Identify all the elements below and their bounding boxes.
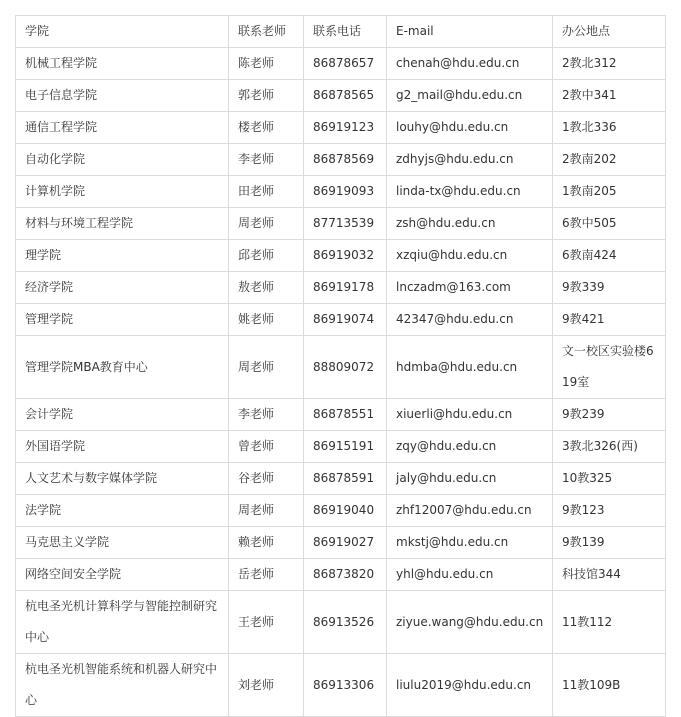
teacher-cell: 李老师 xyxy=(229,144,304,176)
phone-cell: 86919093 xyxy=(304,176,387,208)
table-row xyxy=(16,48,666,80)
header-office: 办公地点 xyxy=(553,16,666,48)
college-cell: 会计学院 xyxy=(16,399,229,431)
teacher-cell: 田老师 xyxy=(229,176,304,208)
header-contact-teacher: 联系老师 xyxy=(229,16,304,48)
college-cell: 机械工程学院 xyxy=(16,48,229,80)
table-row xyxy=(16,144,666,176)
table-row xyxy=(16,336,666,399)
email-cell[interactable]: zhf12007@hdu.edu.cn xyxy=(387,495,553,527)
teacher-cell: 赖老师 xyxy=(229,527,304,559)
college-cell: 计算机学院 xyxy=(16,176,229,208)
header-phone: 联系电话 xyxy=(304,16,387,48)
email-cell[interactable]: mkstj@hdu.edu.cn xyxy=(387,527,553,559)
college-cell: 自动化学院 xyxy=(16,144,229,176)
office-cell: 11教109B xyxy=(553,654,666,717)
college-cell: 管理学院MBA教育中心 xyxy=(16,336,229,399)
office-cell: 9教123 xyxy=(553,495,666,527)
table-header-row xyxy=(16,16,666,48)
phone-cell: 86878569 xyxy=(304,144,387,176)
teacher-cell: 周老师 xyxy=(229,208,304,240)
teacher-cell: 李老师 xyxy=(229,399,304,431)
email-cell[interactable]: xiuerli@hdu.edu.cn xyxy=(387,399,553,431)
teacher-cell: 刘老师 xyxy=(229,654,304,717)
phone-cell: 86873820 xyxy=(304,559,387,591)
teacher-cell: 周老师 xyxy=(229,336,304,399)
phone-cell: 86878551 xyxy=(304,399,387,431)
table-row xyxy=(16,654,666,717)
college-cell: 杭电圣光机智能系统和机器人研究中心 xyxy=(16,654,229,717)
email-cell[interactable]: jaly@hdu.edu.cn xyxy=(387,463,553,495)
college-cell: 经济学院 xyxy=(16,272,229,304)
teacher-cell: 谷老师 xyxy=(229,463,304,495)
teacher-cell: 姚老师 xyxy=(229,304,304,336)
teacher-cell: 邱老师 xyxy=(229,240,304,272)
phone-cell: 86878565 xyxy=(304,80,387,112)
table-row xyxy=(16,431,666,463)
college-cell: 材料与环境工程学院 xyxy=(16,208,229,240)
email-cell[interactable]: zqy@hdu.edu.cn xyxy=(387,431,553,463)
teacher-cell: 楼老师 xyxy=(229,112,304,144)
email-cell[interactable]: lnczadm@163.com xyxy=(387,272,553,304)
office-cell: 9教339 xyxy=(553,272,666,304)
teacher-cell: 郭老师 xyxy=(229,80,304,112)
table-row xyxy=(16,559,666,591)
teacher-cell: 陈老师 xyxy=(229,48,304,80)
email-cell[interactable]: g2_mail@hdu.edu.cn xyxy=(387,80,553,112)
phone-cell: 86915191 xyxy=(304,431,387,463)
phone-cell: 86878591 xyxy=(304,463,387,495)
email-cell[interactable]: xzqiu@hdu.edu.cn xyxy=(387,240,553,272)
table-row xyxy=(16,112,666,144)
teacher-cell: 岳老师 xyxy=(229,559,304,591)
office-cell: 6教南424 xyxy=(553,240,666,272)
phone-cell: 86878657 xyxy=(304,48,387,80)
office-cell: 文一校区实验楼619室 xyxy=(553,336,666,399)
teacher-cell: 曾老师 xyxy=(229,431,304,463)
office-cell: 9教239 xyxy=(553,399,666,431)
table-row xyxy=(16,208,666,240)
office-cell: 3教北326(西) xyxy=(553,431,666,463)
table-body xyxy=(16,48,666,717)
office-cell: 10教325 xyxy=(553,463,666,495)
phone-cell: 86919032 xyxy=(304,240,387,272)
phone-cell: 86919123 xyxy=(304,112,387,144)
email-cell[interactable]: liulu2019@hdu.edu.cn xyxy=(387,654,553,717)
table-row xyxy=(16,463,666,495)
college-cell: 人文艺术与数字媒体学院 xyxy=(16,463,229,495)
header-college: 学院 xyxy=(16,16,229,48)
email-cell[interactable]: chenah@hdu.edu.cn xyxy=(387,48,553,80)
contacts-table xyxy=(15,15,666,717)
phone-cell: 86913526 xyxy=(304,591,387,654)
college-cell: 理学院 xyxy=(16,240,229,272)
office-cell: 2教南202 xyxy=(553,144,666,176)
table-row xyxy=(16,527,666,559)
college-cell: 法学院 xyxy=(16,495,229,527)
office-cell: 9教139 xyxy=(553,527,666,559)
email-cell[interactable]: louhy@hdu.edu.cn xyxy=(387,112,553,144)
college-cell: 电子信息学院 xyxy=(16,80,229,112)
college-cell: 网络空间安全学院 xyxy=(16,559,229,591)
table-row xyxy=(16,304,666,336)
email-cell[interactable]: hdmba@hdu.edu.cn xyxy=(387,336,553,399)
office-cell: 1教南205 xyxy=(553,176,666,208)
phone-cell: 87713539 xyxy=(304,208,387,240)
email-cell[interactable]: linda-tx@hdu.edu.cn xyxy=(387,176,553,208)
college-cell: 马克思主义学院 xyxy=(16,527,229,559)
college-cell: 杭电圣光机计算科学与智能控制研究中心 xyxy=(16,591,229,654)
office-cell: 科技馆344 xyxy=(553,559,666,591)
college-cell: 外国语学院 xyxy=(16,431,229,463)
table-row xyxy=(16,272,666,304)
college-cell: 管理学院 xyxy=(16,304,229,336)
teacher-cell: 敖老师 xyxy=(229,272,304,304)
phone-cell: 88809072 xyxy=(304,336,387,399)
email-cell[interactable]: yhl@hdu.edu.cn xyxy=(387,559,553,591)
office-cell: 1教北336 xyxy=(553,112,666,144)
office-cell: 6教中505 xyxy=(553,208,666,240)
email-cell[interactable]: zdhyjs@hdu.edu.cn xyxy=(387,144,553,176)
email-cell[interactable]: 42347@hdu.edu.cn xyxy=(387,304,553,336)
phone-cell: 86919074 xyxy=(304,304,387,336)
email-cell[interactable]: zsh@hdu.edu.cn xyxy=(387,208,553,240)
table-row xyxy=(16,495,666,527)
email-cell[interactable]: ziyue.wang@hdu.edu.cn xyxy=(387,591,553,654)
office-cell: 2教北312 xyxy=(553,48,666,80)
table-row xyxy=(16,80,666,112)
header-email: E-mail xyxy=(387,16,553,48)
college-cell: 通信工程学院 xyxy=(16,112,229,144)
table-row xyxy=(16,240,666,272)
table-row xyxy=(16,591,666,654)
table-row xyxy=(16,176,666,208)
teacher-cell: 周老师 xyxy=(229,495,304,527)
office-cell: 11教112 xyxy=(553,591,666,654)
phone-cell: 86919040 xyxy=(304,495,387,527)
phone-cell: 86919178 xyxy=(304,272,387,304)
office-cell: 2教中341 xyxy=(553,80,666,112)
teacher-cell: 王老师 xyxy=(229,591,304,654)
phone-cell: 86919027 xyxy=(304,527,387,559)
office-cell: 9教421 xyxy=(553,304,666,336)
table-row xyxy=(16,399,666,431)
phone-cell: 86913306 xyxy=(304,654,387,717)
